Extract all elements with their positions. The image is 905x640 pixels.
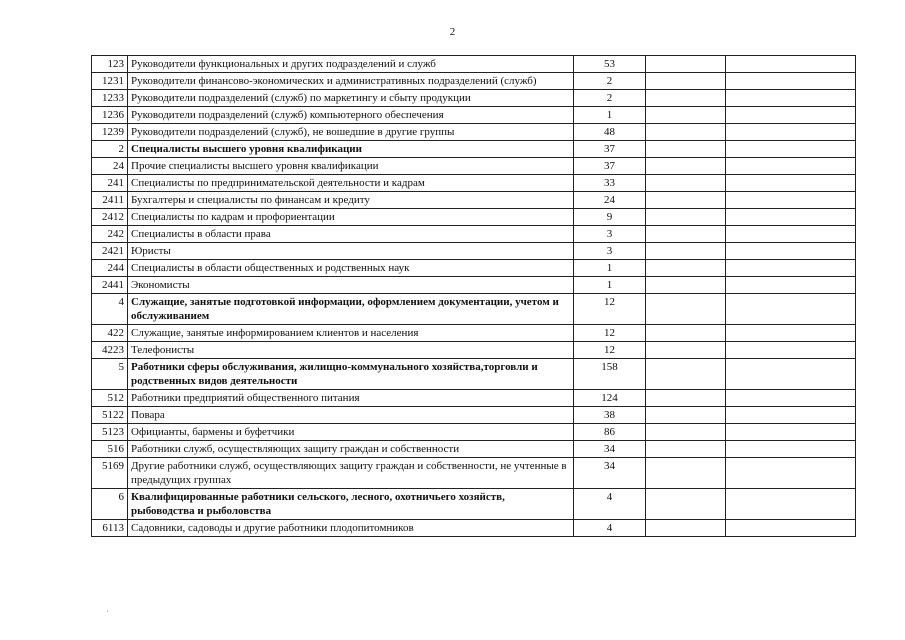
table-row xyxy=(92,342,856,359)
empty-cell xyxy=(646,441,726,458)
empty-cell xyxy=(726,458,856,489)
occupation-code: 2 xyxy=(92,141,128,158)
employee-count: 3 xyxy=(574,226,646,243)
employee-count: 2 xyxy=(574,73,646,90)
occupation-name: Экономисты xyxy=(128,277,574,294)
table-row xyxy=(92,141,856,158)
empty-cell xyxy=(726,294,856,325)
empty-cell xyxy=(726,260,856,277)
table-row xyxy=(92,226,856,243)
scan-dot: · xyxy=(106,607,109,616)
employee-count: 4 xyxy=(574,520,646,537)
employee-count: 4 xyxy=(574,489,646,520)
occupation-name: Специалисты в области права xyxy=(128,226,574,243)
occupation-name: Официанты, бармены и буфетчики xyxy=(128,424,574,441)
occupation-name: Юристы xyxy=(128,243,574,260)
empty-cell xyxy=(646,520,726,537)
empty-cell xyxy=(646,90,726,107)
empty-cell xyxy=(646,175,726,192)
table-row xyxy=(92,192,856,209)
table-row xyxy=(92,441,856,458)
empty-cell xyxy=(726,73,856,90)
employee-count: 12 xyxy=(574,325,646,342)
occupation-name: Руководители подразделений (служб), не вошедшие в другие группы xyxy=(128,124,574,141)
table-row xyxy=(92,325,856,342)
occupation-name: Садовники, садоводы и другие работники плодопитомников xyxy=(128,520,574,537)
empty-cell xyxy=(646,294,726,325)
employee-count: 12 xyxy=(574,294,646,325)
employee-count: 86 xyxy=(574,424,646,441)
empty-cell xyxy=(726,277,856,294)
empty-cell xyxy=(646,124,726,141)
occupation-code: 512 xyxy=(92,390,128,407)
occupation-name: Работники предприятий общественного питания xyxy=(128,390,574,407)
empty-cell xyxy=(646,56,726,73)
employee-count: 48 xyxy=(574,124,646,141)
occupation-code: 1236 xyxy=(92,107,128,124)
empty-cell xyxy=(726,124,856,141)
occupation-code: 244 xyxy=(92,260,128,277)
table-row xyxy=(92,73,856,90)
empty-cell xyxy=(646,407,726,424)
employee-count: 38 xyxy=(574,407,646,424)
empty-cell xyxy=(646,489,726,520)
table-row xyxy=(92,359,856,390)
empty-cell xyxy=(726,90,856,107)
occupation-name: Специалисты по кадрам и профориентации xyxy=(128,209,574,226)
empty-cell xyxy=(646,73,726,90)
occupation-name: Другие работники служб, осуществляющих защиту граждан и собственности, не учтенные в предыдущих группах xyxy=(128,458,574,489)
occupation-name: Специалисты высшего уровня квалификации xyxy=(128,141,574,158)
employee-count: 1 xyxy=(574,107,646,124)
empty-cell xyxy=(726,424,856,441)
occupation-code: 2411 xyxy=(92,192,128,209)
empty-cell xyxy=(726,56,856,73)
occupation-name: Повара xyxy=(128,407,574,424)
occupation-code: 422 xyxy=(92,325,128,342)
empty-cell xyxy=(726,192,856,209)
occupation-code: 1239 xyxy=(92,124,128,141)
employee-count: 2 xyxy=(574,90,646,107)
empty-cell xyxy=(646,260,726,277)
occupation-name: Служащие, занятые подготовкой информации, оформлением документации, учетом и обслуживанием xyxy=(128,294,574,325)
employee-count: 1 xyxy=(574,277,646,294)
occupation-code: 123 xyxy=(92,56,128,73)
empty-cell xyxy=(646,243,726,260)
empty-cell xyxy=(646,209,726,226)
table-row xyxy=(92,520,856,537)
occupation-code: 5169 xyxy=(92,458,128,489)
table-row xyxy=(92,390,856,407)
empty-cell xyxy=(726,141,856,158)
empty-cell xyxy=(646,424,726,441)
occupation-code: 5123 xyxy=(92,424,128,441)
occupation-code: 5122 xyxy=(92,407,128,424)
occupation-name: Работники сферы обслуживания, жилищно-коммунального хозяйства,торговли и родственных видов деятельности xyxy=(128,359,574,390)
empty-cell xyxy=(726,407,856,424)
occupation-code: 4 xyxy=(92,294,128,325)
table-row xyxy=(92,56,856,73)
empty-cell xyxy=(726,441,856,458)
empty-cell xyxy=(726,520,856,537)
employee-count: 37 xyxy=(574,141,646,158)
employee-count: 9 xyxy=(574,209,646,226)
occupation-code: 6 xyxy=(92,489,128,520)
empty-cell xyxy=(646,107,726,124)
empty-cell xyxy=(726,243,856,260)
empty-cell xyxy=(646,141,726,158)
employee-count: 33 xyxy=(574,175,646,192)
employee-count: 24 xyxy=(574,192,646,209)
occupation-name: Работники служб, осуществляющих защиту граждан и собственности xyxy=(128,441,574,458)
employee-count: 158 xyxy=(574,359,646,390)
occupation-name: Специалисты по предпринимательской деятельности и кадрам xyxy=(128,175,574,192)
occupation-code: 4223 xyxy=(92,342,128,359)
empty-cell xyxy=(726,359,856,390)
table-row xyxy=(92,158,856,175)
empty-cell xyxy=(726,175,856,192)
occupation-code: 241 xyxy=(92,175,128,192)
empty-cell xyxy=(646,226,726,243)
page-number: 2 xyxy=(449,26,456,38)
occupation-name: Квалифицированные работники сельского, лесного, охотничьего хозяйств, рыбоводства и рыболовства xyxy=(128,489,574,520)
empty-cell xyxy=(646,458,726,489)
occupation-code: 1233 xyxy=(92,90,128,107)
occupation-name: Специалисты в области общественных и родственных наук xyxy=(128,260,574,277)
empty-cell xyxy=(726,226,856,243)
table-row xyxy=(92,90,856,107)
table-row xyxy=(92,407,856,424)
employee-count: 12 xyxy=(574,342,646,359)
occupation-name: Руководители подразделений (служб) компьютерного обеспечения xyxy=(128,107,574,124)
empty-cell xyxy=(646,359,726,390)
empty-cell xyxy=(646,192,726,209)
occupation-name: Телефонисты xyxy=(128,342,574,359)
empty-cell xyxy=(726,107,856,124)
employee-count: 124 xyxy=(574,390,646,407)
occupation-name: Руководители функциональных и других подразделений и служб xyxy=(128,56,574,73)
empty-cell xyxy=(726,325,856,342)
employee-count: 34 xyxy=(574,441,646,458)
table-row xyxy=(92,458,856,489)
occupation-name: Руководители финансово-экономических и административных подразделений (служб) xyxy=(128,73,574,90)
employee-count: 53 xyxy=(574,56,646,73)
table-row xyxy=(92,294,856,325)
employee-count: 34 xyxy=(574,458,646,489)
occupation-code: 2441 xyxy=(92,277,128,294)
empty-cell xyxy=(646,158,726,175)
occupation-name: Бухгалтеры и специалисты по финансам и кредиту xyxy=(128,192,574,209)
occupation-code: 516 xyxy=(92,441,128,458)
table-row xyxy=(92,243,856,260)
table-row xyxy=(92,175,856,192)
occupation-table xyxy=(91,55,856,537)
occupation-table-body xyxy=(92,56,856,537)
empty-cell xyxy=(726,489,856,520)
occupation-code: 1231 xyxy=(92,73,128,90)
employee-count: 37 xyxy=(574,158,646,175)
empty-cell xyxy=(646,325,726,342)
table-row xyxy=(92,424,856,441)
empty-cell xyxy=(646,277,726,294)
occupation-code: 5 xyxy=(92,359,128,390)
table-row xyxy=(92,107,856,124)
empty-cell xyxy=(726,342,856,359)
employee-count: 3 xyxy=(574,243,646,260)
table-row xyxy=(92,124,856,141)
table-row xyxy=(92,209,856,226)
empty-cell xyxy=(726,209,856,226)
occupation-code: 242 xyxy=(92,226,128,243)
occupation-code: 2421 xyxy=(92,243,128,260)
empty-cell xyxy=(726,390,856,407)
table-row xyxy=(92,489,856,520)
table-row xyxy=(92,277,856,294)
empty-cell xyxy=(646,342,726,359)
empty-cell xyxy=(726,158,856,175)
employee-count: 1 xyxy=(574,260,646,277)
occupation-code: 2412 xyxy=(92,209,128,226)
empty-cell xyxy=(646,390,726,407)
occupation-name: Служащие, занятые информированием клиентов и населения xyxy=(128,325,574,342)
occupation-name: Руководители подразделений (служб) по маркетингу и сбыту продукции xyxy=(128,90,574,107)
table-row xyxy=(92,260,856,277)
occupation-code: 6113 xyxy=(92,520,128,537)
occupation-code: 24 xyxy=(92,158,128,175)
occupation-name: Прочие специалисты высшего уровня квалификации xyxy=(128,158,574,175)
